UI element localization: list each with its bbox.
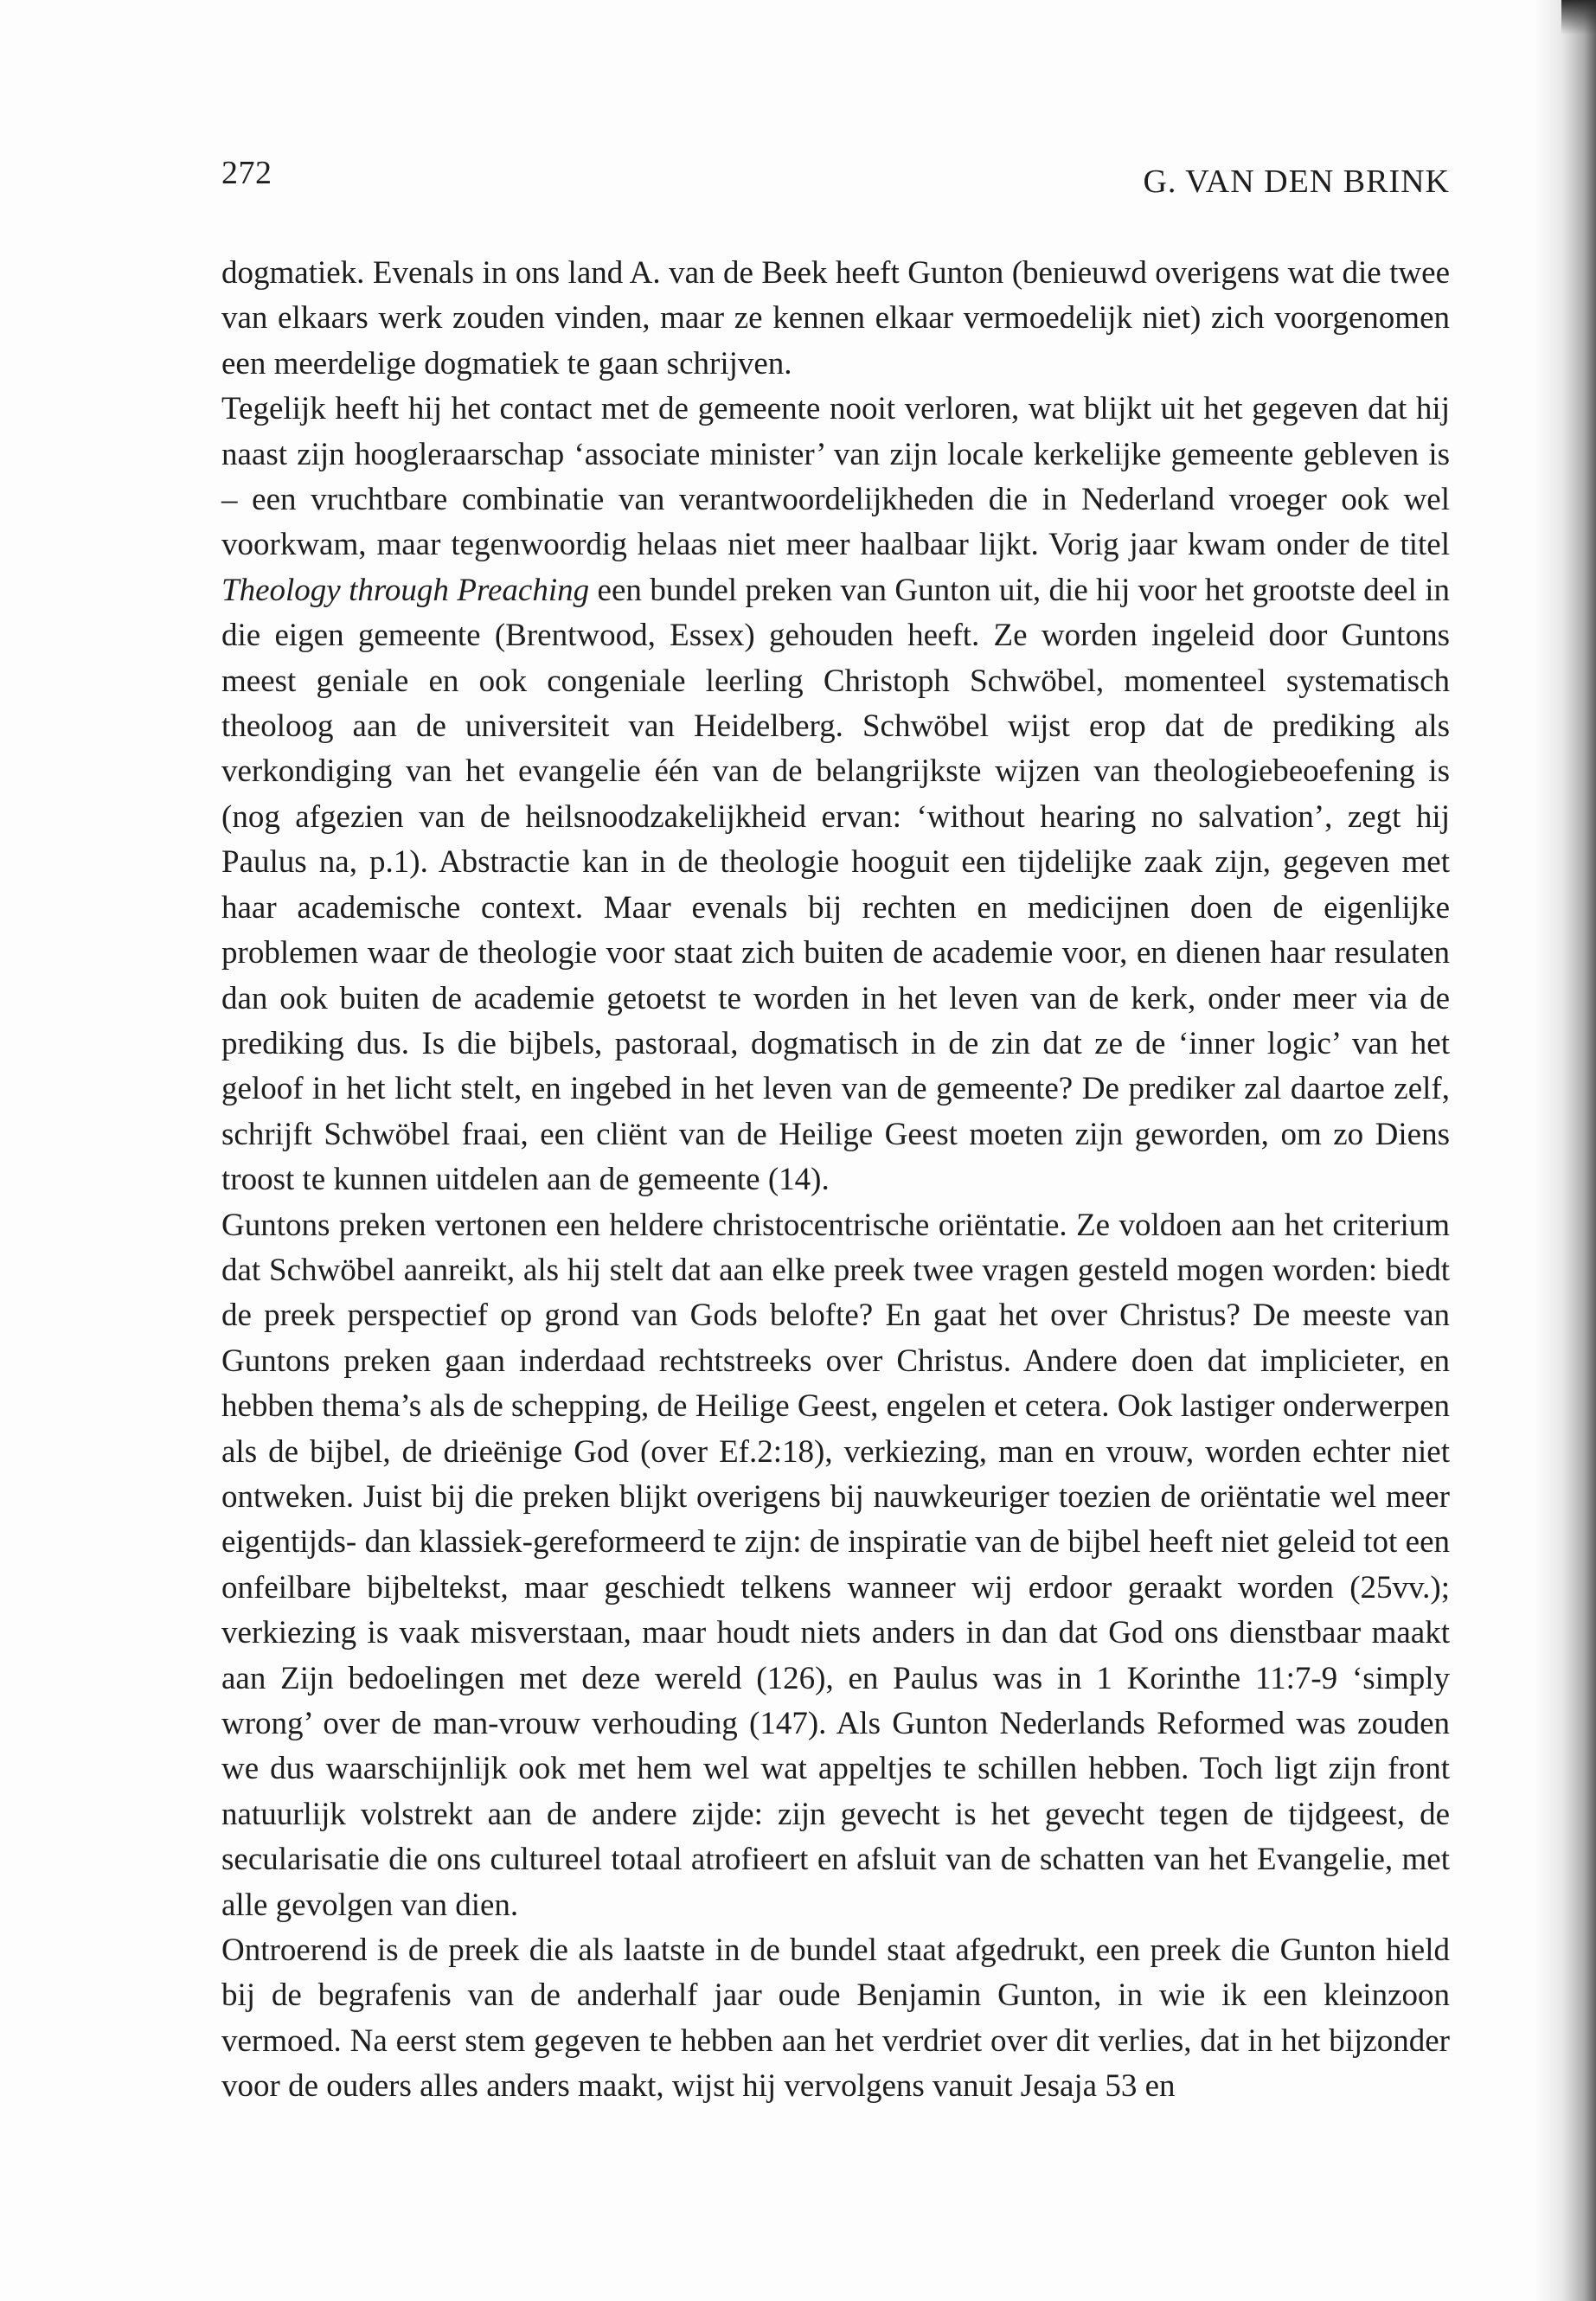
paragraph: Guntons preken vertonen een heldere christocentrische oriëntatie. Ze voldoen aan het criterium dat Schwöbel aanreikt, als hij stelt dat aan elke preek twee vragen gesteld mogen worden: biedt de preek perspectief op grond van Gods belofte? En gaat het over Christus? De meeste van Guntons preken gaan inderdaad rechtstreeks over Christus. Andere doen dat implicieter, en hebben thema’s als de schepping, de Heilige Geest, engelen et cetera. Ook lastiger onderwerpen als de bijbel, de drieënige God (over Ef.2:18), verkiezing, man en vrouw, worden echter niet ontweken. Juist bij die preken blijkt overigens bij nauwkeuriger toezien de oriëntatie wel meer eigentijds- dan klassiek-gereformeerd te zijn: de inspiratie van de bijbel heeft niet geleid tot een onfeilbare bijbeltekst, maar geschiedt telkens wanneer wij erdoor geraakt worden (25vv.); verkiezing is vaak misverstaan, maar houdt niets anders in dan dat God ons dienstbaar maakt aan Zijn bedoelingen met deze wereld (126), en Paulus was in 1 Korinthe 11:7-9 ‘simply wrong’ over de man-vrouw verhouding (147). Als Gunton Nederlands Reformed was zouden we dus waarschijnlijk ook met hem wel wat appeltjes te schillen hebben. Toch ligt zijn front natuurlijk volstrekt aan de andere zijde: zijn gevecht is het gevecht tegen de tijdgeest, de secularisatie die ons cultureel totaal atrofieert en afsluit van de schatten van het Evangelie, met alle gevolgen van dien. [221, 1207, 1450, 1923]
paragraph-text: een bundel preken van Gunton uit, die hij voor het grootste deel in die eigen gemeente (Brentwood, Essex) gehouden heeft. Ze worden ingeleid door Guntons meest geniale en ook congeniale leerling Christoph Schwöbel, momenteel systematisch theoloog aan de universiteit van Heidelberg. Schwöbel wijst erop dat de prediking als verkondiging van het evangelie één van de belangrijkste wijzen van theologiebeoefening is (nog afgezien van de heilsnoodzakelijkheid ervan: ‘without hearing no salvation’, zegt hij Paulus na, p.1). Abstractie kan in de theologie hooguit een tijdelijke zaak zijn, gegeven met haar academische context. Maar evenals bij rechten en medicijnen doen de eigenlijke problemen waar de theologie voor staat zich buiten de academie voor, en dienen haar resulaten dan ook buiten de academie getoetst te worden in het leven van de kerk, onder meer via de prediking dus. Is die bijbels, pastoraal, dogmatisch in de zin dat ze de ‘inner logic’ van het geloof in het licht stelt, en ingebed in het leven van de gemeente? De prediker zal daartoe zelf, schrijft Schwöbel fraai, een cliënt van de Heilige Geest moeten zijn geworden, om zo Diens troost te kunnen uitdelen aan de gemeente (14). [221, 572, 1450, 1198]
paragraph [221, 387, 1450, 1202]
body-text [221, 251, 1450, 2110]
page-header [221, 154, 1450, 206]
scan-corner-shadow [1561, 0, 1596, 35]
scan-edge-shadow [1535, 0, 1596, 2301]
page-number: 272 [221, 155, 272, 191]
paragraph-text: Tegelijk heeft hij het contact met de gemeente nooit verloren, wat blijkt uit het gegeven dat hij naast zijn hoogleraarschap ‘associate minister’ van zijn locale kerkelijke gemeente gebleven is – een vruchtbare combinatie van verantwoordelijkheden die in Nederland vroeger ook wel voorkwam, maar tegenwoordig helaas niet meer haalbaar lijkt. Vorig jaar kwam onder de titel [221, 391, 1450, 563]
running-head: G. VAN DEN BRINK [1143, 163, 1450, 200]
paragraph: Ontroerend is de preek die als laatste in de bundel staat afgedrukt, een preek die Gunton hield bij de begrafenis van de anderhalf jaar oude Benjamin Gunton, in wie ik een kleinzoon vermoed. Na eerst stem gegeven te hebben aan het verdriet over dit verlies, dat in het bijzonder voor de ouders alles anders maakt, wijst hij vervolgens vanuit Jesaja 53 en [221, 1932, 1450, 2105]
paragraph: dogmatiek. Evenals in ons land A. van de Beek heeft Gunton (benieuwd overigens wat die twee van elkaars werk zouden vinden, maar ze kennen elkaar vermoedelijk niet) zich voorgenomen een meerdelige dogmatiek te gaan schrijven. [221, 255, 1450, 381]
book-title: Theology through Preaching [221, 572, 590, 608]
